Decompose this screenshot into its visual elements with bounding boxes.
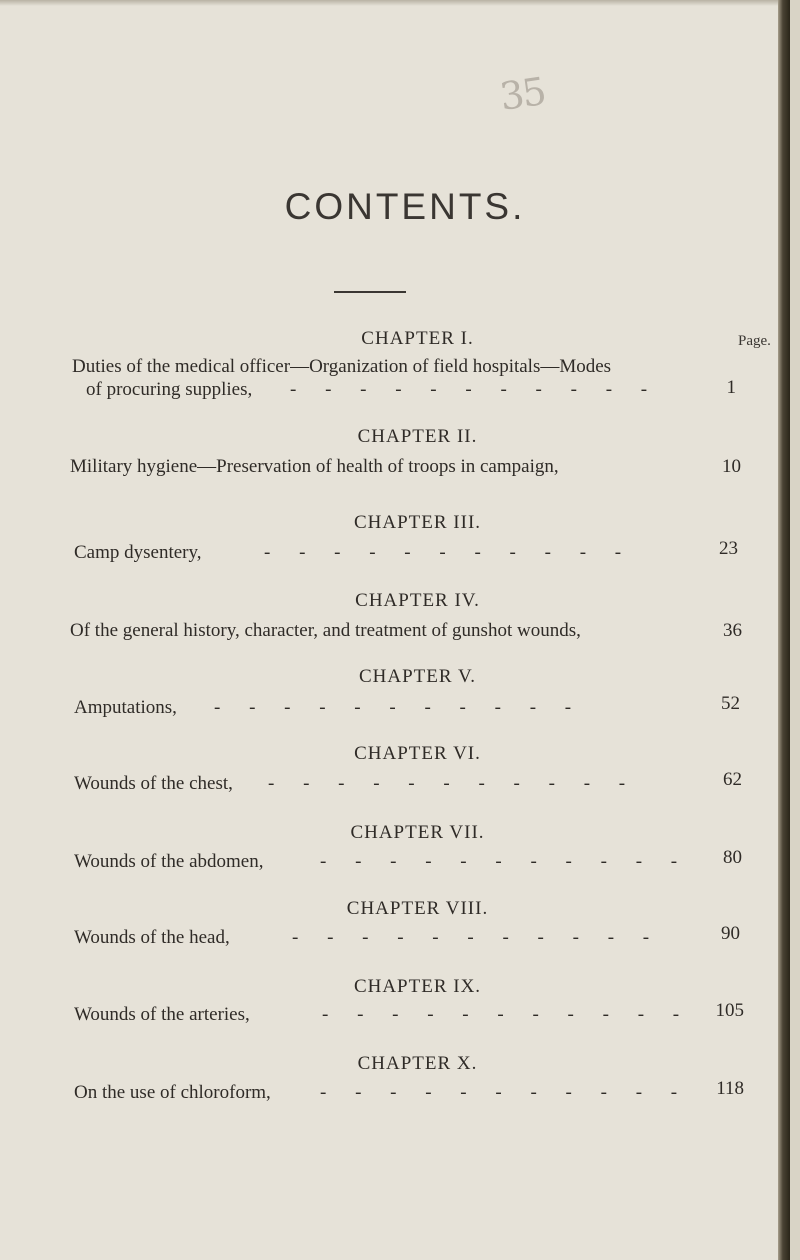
chapter-entry: Amputations, [74,697,177,718]
chapter-heading: CHAPTER IX. [353,976,482,997]
page-number: 90 [721,923,740,944]
dot-leader: - - - - - - - - - - - [320,1082,690,1103]
chapter-entry: Wounds of the abdomen, [74,851,264,872]
chapter-entry: Wounds of the arteries, [74,1004,250,1025]
page-number: 10 [722,456,741,477]
chapter-heading: CHAPTER VII. [350,822,485,843]
chapter-entry: Of the general history, character, and treatment of gunshot wounds, [70,620,581,641]
dot-leader: - - - - - - - - - - - [292,927,662,948]
page-number: 118 [716,1078,744,1099]
dot-leader: - - - - - - - - - - - [320,851,690,872]
page-title: CONTENTS. [284,186,526,227]
dot-leader: - - - - - - - - - - - [290,379,660,400]
chapter-entry: Duties of the medical officer—Organization of field hospitals—Modes [72,356,612,377]
page-top-shadow [0,0,780,6]
chapter-entry-continued: of procuring supplies, [86,379,253,400]
dot-leader: - - - - - - - - - - - [264,542,634,563]
page-number: 105 [715,1000,744,1021]
page-number: 62 [723,769,742,790]
chapter-heading: CHAPTER X. [357,1053,478,1074]
chapter-entry: Wounds of the head, [74,927,230,948]
chapter-heading: CHAPTER III. [353,512,482,533]
pencil-annotation: 35 [497,69,548,119]
chapter-heading: CHAPTER IV. [355,590,480,611]
chapter-heading: CHAPTER II. [357,426,478,447]
page-number: 36 [723,620,742,641]
chapter-heading: CHAPTER VI. [354,743,481,764]
page-number: 1 [726,377,736,398]
page-column-label: Page. [738,333,771,349]
chapter-heading: CHAPTER VIII. [346,898,489,919]
dot-leader: - - - - - - - - - - - [214,697,584,718]
chapter-heading: CHAPTER I. [361,328,474,349]
dot-leader: - - - - - - - - - - - [268,773,638,794]
page-number: 23 [719,538,738,559]
chapter-entry: Wounds of the chest, [74,773,233,794]
title-rule [334,291,406,293]
chapter-entry: On the use of chloroform, [74,1082,271,1103]
chapter-entry: Military hygiene—Preservation of health of troops in campaign, [70,456,559,477]
page-number: 80 [723,847,742,868]
chapter-heading: CHAPTER V. [359,666,476,687]
chapter-entry: Camp dysentery, [74,542,202,563]
dot-leader: - - - - - - - - - - - [322,1004,692,1025]
page-number: 52 [721,693,740,714]
